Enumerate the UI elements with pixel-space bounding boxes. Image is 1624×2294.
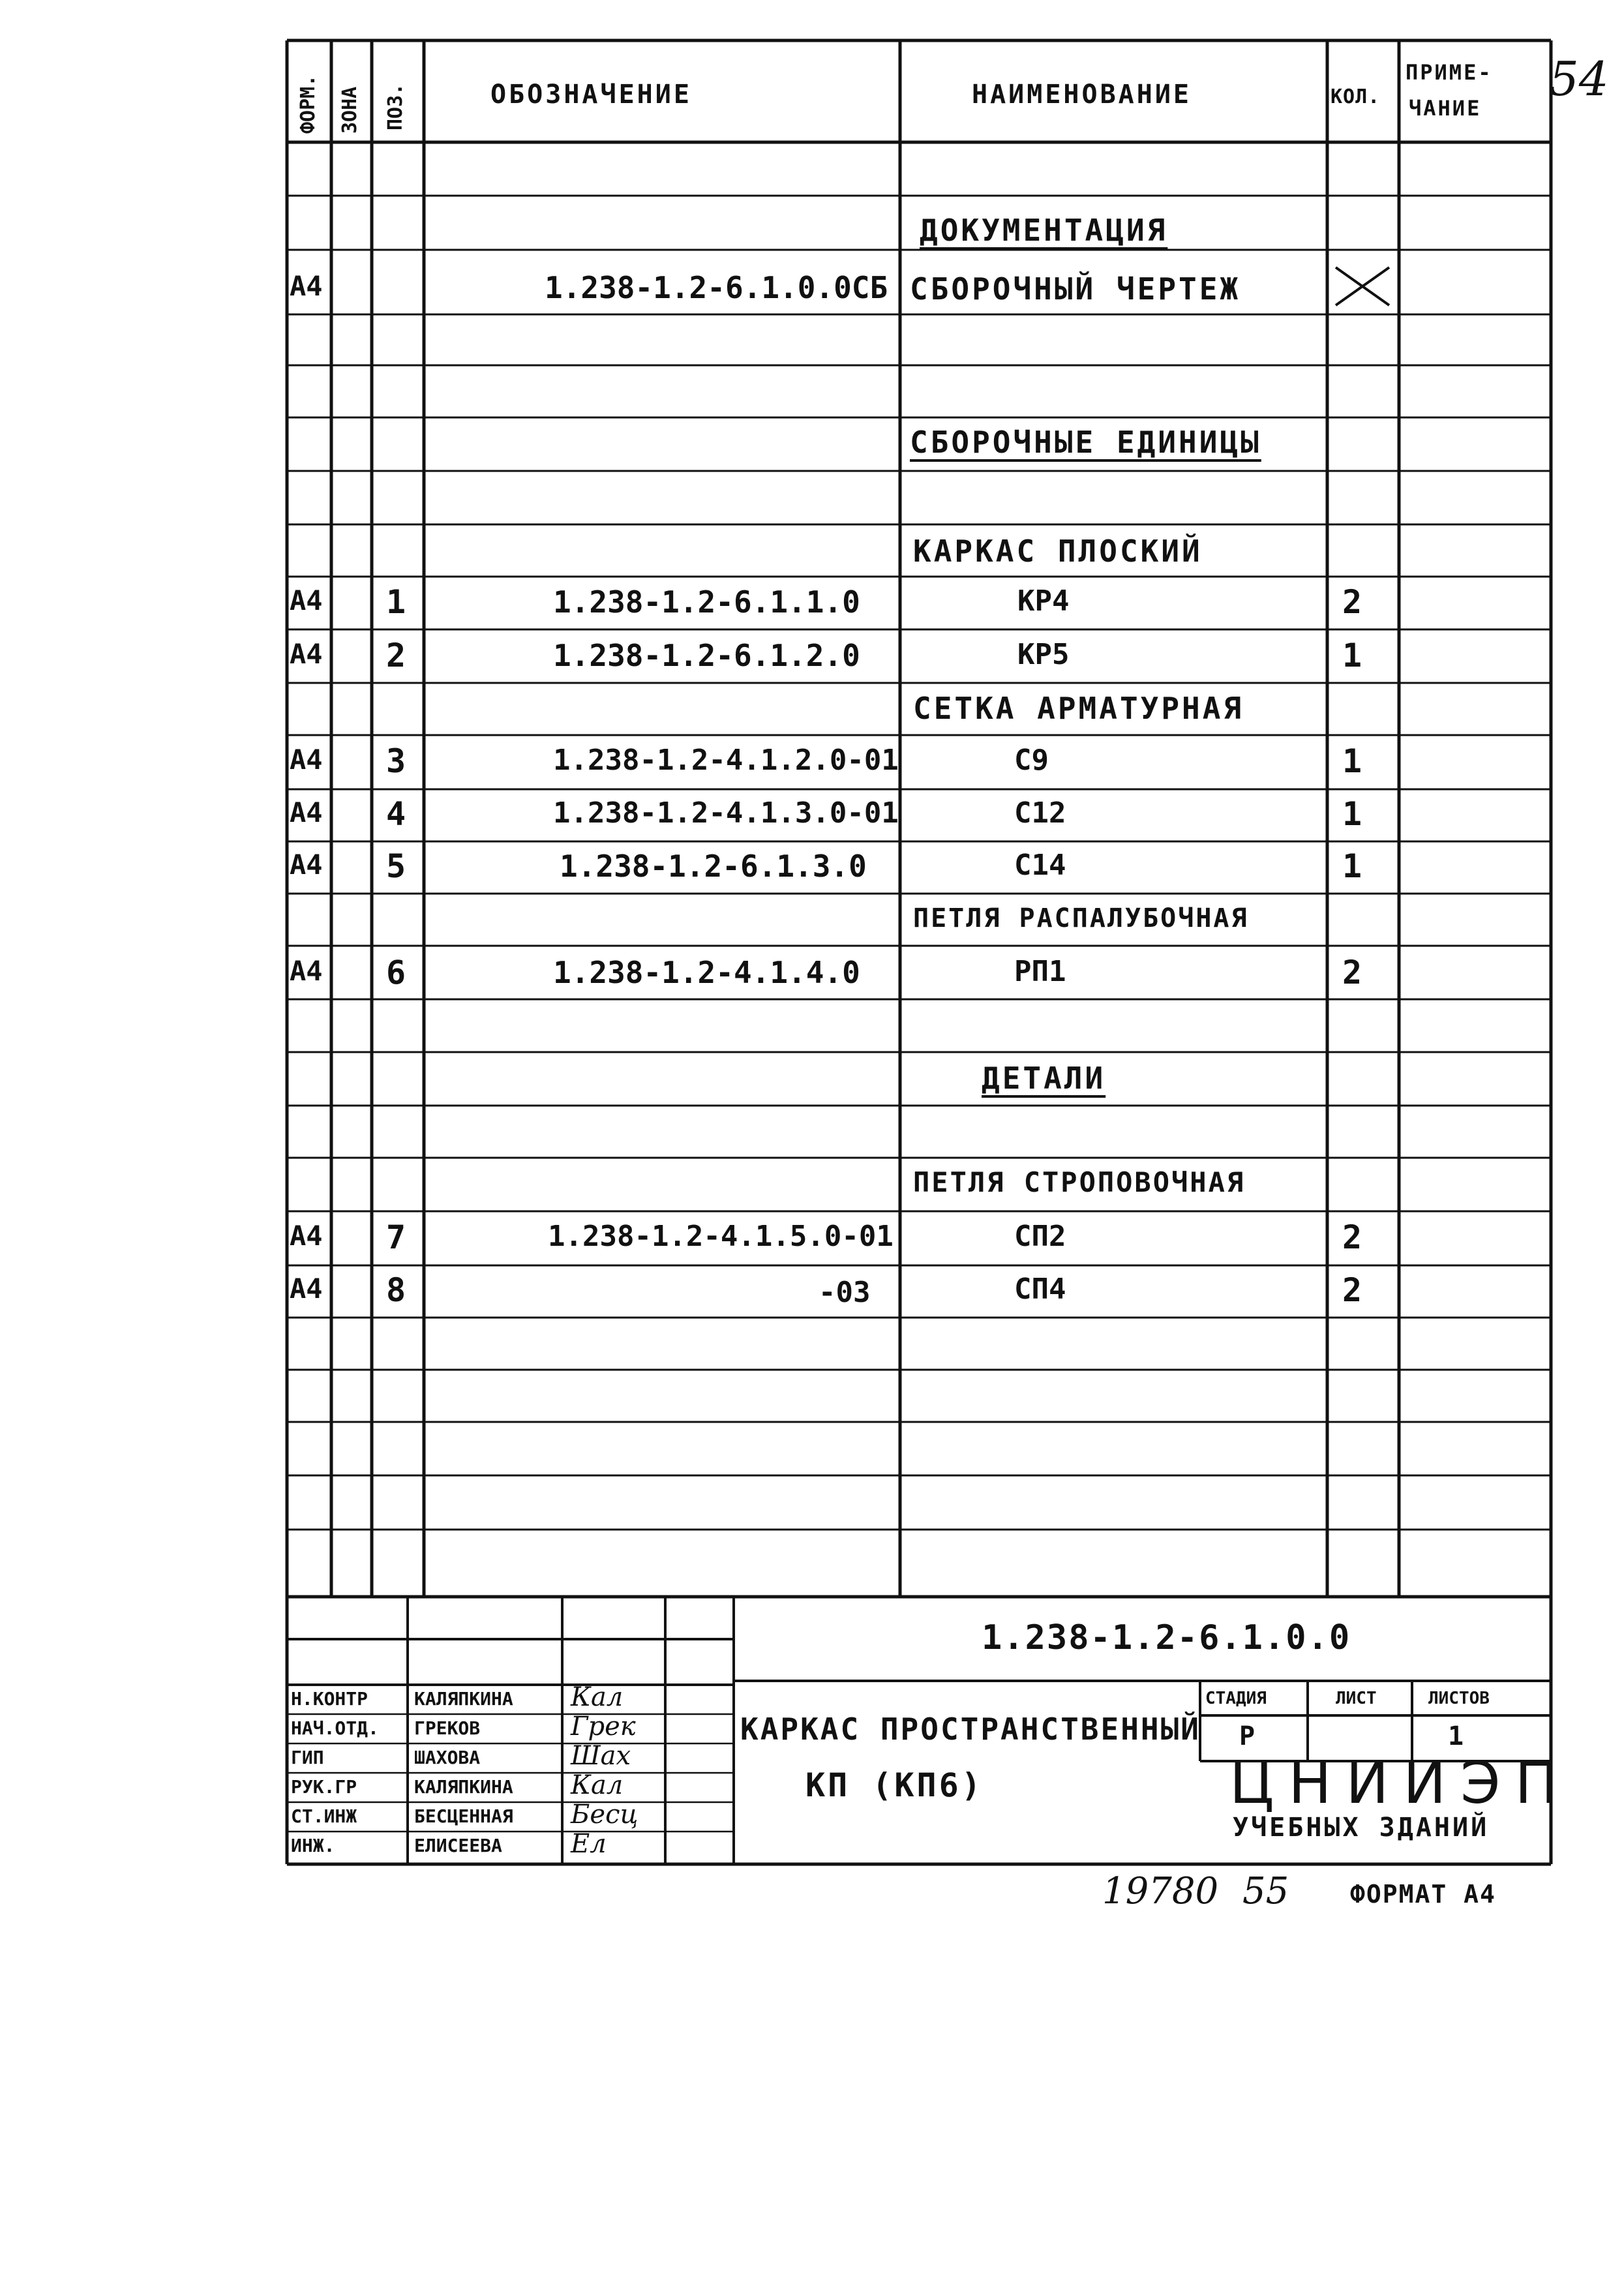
item-2-name: КР5 [1017,638,1070,671]
item-6-qty: 2 [1342,954,1362,991]
header-position: ПОЗ. [384,83,407,130]
staff-role-5: СТ.ИНЖ [291,1805,357,1827]
staff-role-6: ИНЖ. [291,1835,335,1856]
doc-row-name: СБОРОЧНЫЙ ЧЕРТЕЖ [910,271,1241,307]
item-2-format: А4 [290,638,323,670]
section-details: ДЕТАЛИ [982,1061,1106,1096]
staff-name-5: БЕСЦЕННАЯ [414,1805,513,1827]
section-documentation: ДОКУМЕНТАЦИЯ [920,213,1168,248]
staff-signature-5: Бесц [571,1800,639,1830]
org-subtitle: УЧЕБНЫХ ЗДАНИЙ [1233,1813,1490,1843]
item-2-pos: 2 [386,637,406,674]
header-note-2: ЧАНИЕ [1409,96,1482,121]
staff-name-3: ШАХОВА [414,1747,481,1768]
item-1-pos: 1 [386,583,406,621]
item-5-designation: 1.238-1.2-6.1.3.0 [560,849,867,884]
item-6-name: РП1 [1014,955,1066,988]
doc-row-format: А4 [290,270,323,302]
section-flat-frame: КАРКАС ПЛОСКИЙ [913,534,1203,569]
header-name: НАИМЕНОВАНИЕ [972,80,1192,110]
item-6-pos: 6 [386,954,406,991]
footer-inventory: 19780 [1102,1870,1219,1912]
stage-value: Р [1239,1721,1256,1751]
sheets-label: ЛИСТОВ [1428,1689,1490,1708]
footer-format: ФОРМАТ А4 [1350,1880,1496,1909]
header-quantity: КОЛ. [1331,85,1381,108]
item-8-qty: 2 [1342,1271,1362,1309]
item-5-format: А4 [290,849,323,881]
staff-signature-2: Грек [571,1712,636,1742]
item-5-pos: 5 [386,847,406,885]
staff-signature-1: Кал [571,1682,624,1712]
item-6-designation: 1.238-1.2-4.1.4.0 [553,955,860,990]
item-1-name: КР4 [1017,584,1070,618]
header-format: ФОРМ. [297,74,320,134]
section-assemblies: СБОРОЧНЫЕ ЕДИНИЦЫ [910,425,1261,460]
staff-name-2: ГРЕКОВ [414,1717,481,1739]
section-rebar-mesh: СЕТКА АРМАТУРНАЯ [913,691,1244,726]
item-7-designation: 1.238-1.2-4.1.5.0-01 [548,1220,894,1253]
header-zone: ЗОНА [338,86,361,134]
title-line-1: КАРКАС ПРОСТРАНСТВЕННЫЙ [740,1712,1201,1747]
item-1-qty: 2 [1342,583,1362,621]
item-3-pos: 3 [386,742,406,780]
staff-signature-6: Ел [571,1829,607,1859]
org-name: ЦНИИЭП [1229,1749,1572,1817]
staff-name-6: ЕЛИСЕЕВА [414,1835,502,1856]
staff-signature-3: Шах [571,1741,631,1771]
staff-name-4: КАЛЯПКИНА [414,1776,513,1798]
item-5-name: С14 [1014,849,1066,882]
footer-page: 55 [1242,1870,1289,1912]
item-2-qty: 1 [1342,637,1362,674]
staff-role-1: Н.КОНТР [291,1688,368,1710]
item-3-name: С9 [1014,744,1049,777]
section-sling-loop: ПЕТЛЯ СТРОПОВОЧНАЯ [913,1166,1246,1198]
item-8-format: А4 [290,1273,323,1305]
cross-mark-icon [1336,267,1389,305]
item-7-qty: 2 [1342,1218,1362,1256]
section-formwork-loop: ПЕТЛЯ РАСПАЛУБОЧНАЯ [913,903,1249,933]
staff-role-3: ГИП [291,1747,324,1768]
title-doc-code: 1.238-1.2-6.1.0.0 [982,1618,1351,1657]
item-4-name: С12 [1014,796,1066,830]
item-4-designation: 1.238-1.2-4.1.3.0-01 [553,796,899,830]
item-3-designation: 1.238-1.2-4.1.2.0-01 [553,744,899,777]
page-number: 54 [1549,52,1609,106]
item-4-pos: 4 [386,795,406,833]
item-3-format: А4 [290,744,323,776]
sheets-value: 1 [1448,1721,1464,1751]
staff-signature-4: Кал [571,1770,624,1800]
item-2-designation: 1.238-1.2-6.1.2.0 [553,638,860,673]
item-4-format: А4 [290,796,323,828]
item-7-pos: 7 [386,1218,406,1256]
item-4-qty: 1 [1342,795,1362,833]
item-8-pos: 8 [386,1271,406,1309]
header-note-1: ПРИМЕ- [1406,60,1493,85]
item-6-format: А4 [290,955,323,987]
staff-role-2: НАЧ.ОТД. [291,1717,379,1739]
staff-role-4: РУК.ГР [291,1776,357,1798]
item-3-qty: 1 [1342,742,1362,780]
doc-row-designation: 1.238-1.2-6.1.0.0СБ [545,270,888,305]
item-7-name: СП2 [1014,1220,1066,1253]
sheet-label: ЛИСТ [1336,1689,1377,1708]
item-8-name: СП4 [1014,1273,1066,1306]
header-designation: ОБОЗНАЧЕНИЕ [490,80,692,110]
stage-label: СТАДИЯ [1205,1689,1267,1708]
item-8-designation: -03 [819,1276,871,1309]
item-5-qty: 1 [1342,847,1362,885]
item-1-format: А4 [290,584,323,616]
item-1-designation: 1.238-1.2-6.1.1.0 [553,584,860,620]
staff-name-1: КАЛЯПКИНА [414,1688,513,1710]
item-7-format: А4 [290,1220,323,1252]
title-line-2: КП (КП6) [805,1766,984,1804]
